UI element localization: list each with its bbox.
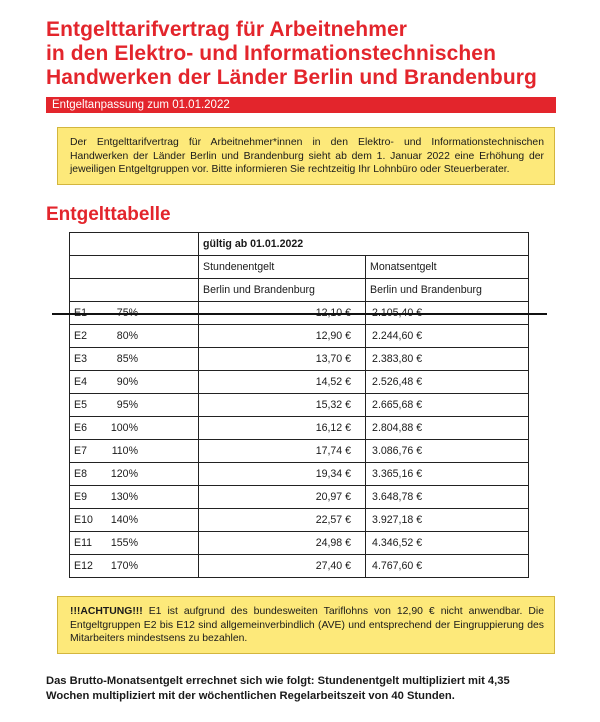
- header-empty-cell: [70, 279, 199, 302]
- group-cell: [70, 371, 199, 394]
- group-cell: [70, 532, 199, 555]
- table-row: [70, 463, 529, 486]
- table-row: [70, 394, 529, 417]
- group-cell: [70, 463, 199, 486]
- group-cell: [70, 555, 199, 578]
- group-cell: [70, 440, 199, 463]
- group-percent: 120%: [110, 468, 138, 480]
- group-label: E8: [74, 468, 87, 480]
- group-cell: [70, 348, 199, 371]
- table-region-row: [70, 279, 529, 302]
- group-percent: 95%: [116, 399, 138, 411]
- hourly-wage-cell: 13,70 €: [199, 348, 366, 371]
- hourly-wage-cell: 12,90 €: [199, 325, 366, 348]
- monthly-column-header: Monatsentgelt: [366, 256, 529, 279]
- table-header-row: [70, 233, 529, 256]
- e1-strikethrough-line: [52, 313, 547, 315]
- group-label: E6: [74, 422, 87, 434]
- monthly-wage-cell: 3.365,16 €: [366, 463, 529, 486]
- title-line-1: Entgelttarifvertrag für Arbeitnehmer: [46, 18, 408, 41]
- hourly-wage-cell: 24,98 €: [199, 532, 366, 555]
- hourly-wage-cell: 20,97 €: [199, 486, 366, 509]
- monthly-wage-cell: 3.927,18 €: [366, 509, 529, 532]
- table-row: [70, 509, 529, 532]
- group-percent: 90%: [116, 376, 138, 388]
- table-column-header-row: [70, 256, 529, 279]
- group-cell: [70, 486, 199, 509]
- intro-notice: Der Entgelttarifvertrag für Arbeitnehmer*innen in den Elektro- und Informationstechnischen Handwerken der Länder Berlin und Brandenburg sieht ab dem 1. Januar 2022 eine Erhöhung der jeweiligen Entgeltgruppen vor. Bitte informieren Sie rechtzeitig Ihr Lohnbüro oder Steuerberater.: [57, 127, 555, 185]
- group-percent: 170%: [110, 560, 138, 572]
- monthly-region-label: Berlin und Brandenburg: [366, 279, 529, 302]
- tariff-table: [69, 232, 529, 578]
- table-row: [70, 325, 529, 348]
- hourly-wage-cell: 27,40 €: [199, 555, 366, 578]
- section-title: Entgelttabelle: [46, 204, 171, 225]
- group-label: E9: [74, 491, 87, 503]
- valid-from-label: gültig ab 01.01.2022: [199, 233, 529, 256]
- monthly-wage-cell: 3.086,76 €: [366, 440, 529, 463]
- group-label: E5: [74, 399, 87, 411]
- group-percent: 140%: [110, 514, 138, 526]
- hourly-wage-cell: 17,74 €: [199, 440, 366, 463]
- table-row: [70, 486, 529, 509]
- group-percent: 110%: [111, 445, 138, 457]
- group-cell: [70, 325, 199, 348]
- monthly-wage-cell: 4.767,60 €: [366, 555, 529, 578]
- group-label: E10: [74, 514, 93, 526]
- group-percent: 80%: [116, 330, 138, 342]
- group-percent: 155%: [110, 537, 138, 549]
- monthly-wage-cell: 2.526,48 €: [366, 371, 529, 394]
- header-empty-cell: [70, 256, 199, 279]
- hourly-wage-cell: 19,34 €: [199, 463, 366, 486]
- hourly-wage-cell: 22,57 €: [199, 509, 366, 532]
- group-label: E4: [74, 376, 87, 388]
- group-label: E3: [74, 353, 87, 365]
- hourly-column-header: Stundenentgelt: [199, 256, 366, 279]
- group-cell: [70, 394, 199, 417]
- title-line-3: Handwerken der Länder Berlin und Brandenburg: [46, 66, 537, 89]
- warning-text: E1 ist aufgrund des bundesweiten Tariflohns von 12,90 € nicht anwendbar. Die Entgeltgruppen E2 bis E12 sind allgemeinverbindlich (AVE) und entsprechend der Eingruppierung des Mitarbeiters mindestsens zu bezahlen.: [70, 606, 544, 644]
- monthly-wage-cell: 2.383,80 €: [366, 348, 529, 371]
- hourly-wage-cell: 16,12 €: [199, 417, 366, 440]
- hourly-region-label: Berlin und Brandenburg: [199, 279, 366, 302]
- monthly-wage-cell: 2.665,68 €: [366, 394, 529, 417]
- table-row: [70, 532, 529, 555]
- footer-note: Das Brutto-Monatsentgelt errechnet sich wie folgt: Stundenentgelt multipliziert mit 4,35 Wochen multipliziert mit der wöchentlichen Regelarbeitszeit von 40 Stunden.: [46, 675, 510, 702]
- table-row: [70, 555, 529, 578]
- group-label: E7: [74, 445, 87, 457]
- hourly-wage-cell: 15,32 €: [199, 394, 366, 417]
- header-empty-cell: [70, 233, 199, 256]
- title-line-2: in den Elektro- und Informationstechnischen: [46, 42, 497, 65]
- table-row: [70, 440, 529, 463]
- group-label: E2: [74, 330, 87, 342]
- monthly-wage-cell: 2.244,60 €: [366, 325, 529, 348]
- group-label: E12: [74, 560, 93, 572]
- table-row: [70, 348, 529, 371]
- document-title: [46, 18, 566, 90]
- group-percent: 85%: [116, 353, 138, 365]
- warning-notice: [57, 596, 555, 654]
- date-banner: Entgeltanpassung zum 01.01.2022: [46, 97, 556, 113]
- monthly-wage-cell: 3.648,78 €: [366, 486, 529, 509]
- table-row: [70, 371, 529, 394]
- group-percent: 100%: [110, 422, 138, 434]
- monthly-wage-cell: 2.804,88 €: [366, 417, 529, 440]
- group-label: E11: [74, 537, 93, 549]
- warning-label: !!!ACHTUNG!!!: [70, 606, 143, 617]
- group-percent: 130%: [110, 491, 138, 503]
- table-row: [70, 417, 529, 440]
- group-cell: [70, 509, 199, 532]
- group-cell: [70, 417, 199, 440]
- monthly-wage-cell: 4.346,52 €: [366, 532, 529, 555]
- hourly-wage-cell: 14,52 €: [199, 371, 366, 394]
